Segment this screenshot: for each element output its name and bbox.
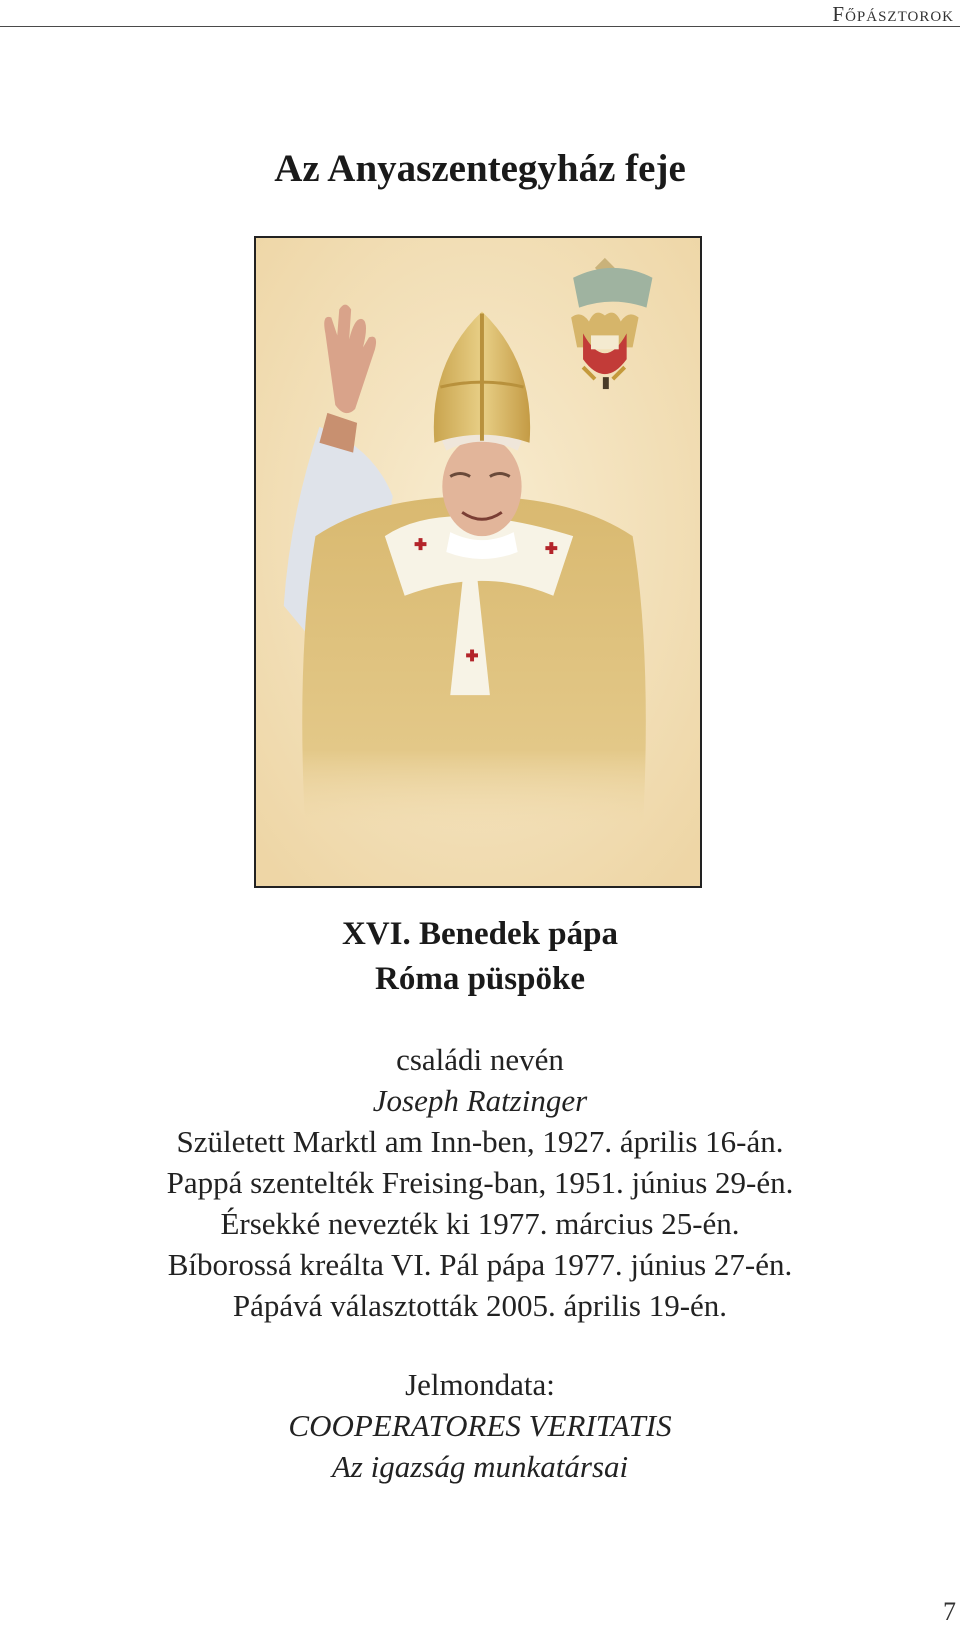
portrait-illustration: [256, 238, 700, 886]
bio-line: Pappá szentelték Freising-ban, 1951. június 29-én.: [166, 1165, 794, 1200]
family-name: Joseph Ratzinger: [372, 1083, 588, 1118]
family-name-label: családi nevén: [396, 1042, 564, 1077]
pope-portrait: [254, 236, 702, 888]
pope-name: XVI. Benedek pápa: [342, 916, 618, 952]
face: [442, 437, 521, 536]
pope-office: Róma püspöke: [375, 961, 585, 997]
running-head-text: Főpásztorok: [832, 2, 954, 26]
page-number: 7: [943, 1597, 956, 1626]
bio-line: Született Marktl am Inn-ben, 1927. április 16-án.: [176, 1124, 784, 1159]
motto-latin: COOPERATORES VERITATIS: [288, 1408, 672, 1443]
bio-line: Bíborossá kreálta VI. Pál pápa 1977. június 27-én.: [167, 1247, 793, 1282]
caption-block: [0, 912, 960, 1487]
bio-line: Pápává választották 2005. április 19-én.: [232, 1288, 728, 1323]
motto-translation: Az igazság munkatársai: [331, 1449, 629, 1484]
motto-label: Jelmondata:: [405, 1367, 555, 1402]
page-title: Az Anyaszentegyház feje: [274, 147, 686, 190]
running-head: [0, 0, 960, 27]
bio-line: Érsekké nevezték ki 1977. március 25-én.: [220, 1206, 740, 1241]
